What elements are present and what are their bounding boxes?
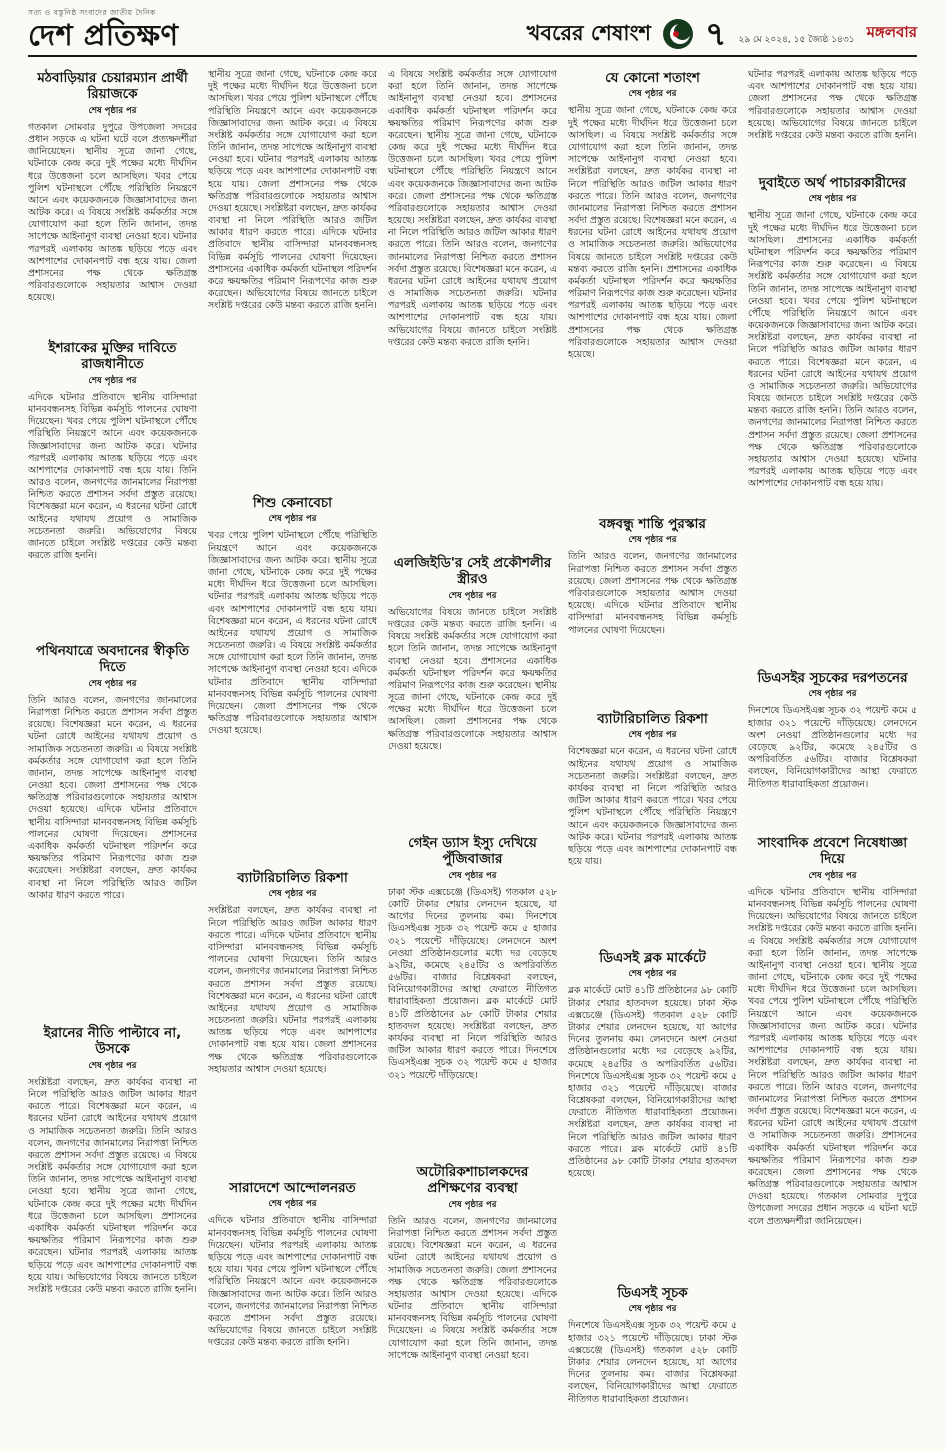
continued-from-label: শেষ পৃষ্ঠার পর [628, 535, 677, 546]
article-body: এ বিষয়ে সংশ্লিষ্ট কর্মকর্তার সঙ্গে যোগাযোগ করা হলে তিনি জানান, তদন্ত সাপেক্ষে আইনানুগ ব্যবস্থা নেওয়া হবে। প্রশাসনের একাধিক কর্মকর্তা ঘটনাস্থল পরিদর্শন করে ক্ষয়ক্ষতির পরিমাণ নিরূপণের কাজ শুরু করেছেন। স্থানীয় সূত্রে জানা গেছে, ঘটনাকে কেন্দ্র করে দুই পক্ষের মধ্যে দীর্ঘদিন ধরে উত্তেজনা চলে আসছিল। খবর পেয়ে পুলিশ ঘটনাস্থলে পৌঁছে পরিস্থিতি নিয়ন্ত্রণে আনে এবং কয়েকজনকে জিজ্ঞাসাবাদের জন্য আটক করে। জেলা প্রশাসনের পক্ষ থেকে ক্ষতিগ্রস্ত পরিবারগুলোকে সহায়তার আশ্বাস দেওয়া হয়েছে। সংশ্লিষ্টরা বলছেন, দ্রুত কার্যকর ব্যবস্থা না নিলে পরিস্থিতি আরও জটিল আকার ধারণ করতে পারে। তিনি আরও বলেন, জনগণের জানমালের নিরাপত্তা নিশ্চিত করতে প্রশাসন সর্বদা প্রস্তুত রয়েছে। বিশেষজ্ঞরা মনে করেন, এ ধরনের ঘটনা রোধে আইনের যথাযথ প্রয়োগ ও সামাজিক সচেতনতা জরুরি। ঘটনার পরপরই এলাকায় আতঙ্ক ছড়িয়ে পড়ে এবং আশপাশের দোকানপাট বন্ধ হয়ে যায়। অভিযোগের বিষয়ে জানতে চাইলে সংশ্লিষ্ট দপ্তরের কেউ মন্তব্য করতে রাজি হননি। [388, 69, 557, 348]
news-column-3 [388, 64, 557, 1429]
continued-from-label: শেষ পৃষ্ঠার পর [808, 870, 857, 881]
article [28, 637, 197, 1019]
article-headline: সাংবাদিক প্রবেশে নিষেধাজ্ঞা দিয়ে [757, 835, 908, 868]
dateline: ২৯ মে ২০২৪, ১৫ জ্যৈষ্ঠ ১৪৩১ [738, 35, 855, 45]
continued-from-label: শেষ পৃষ্ঠার পর [88, 105, 137, 116]
article [28, 1019, 197, 1427]
article-body: সংশ্লিষ্টরা বলছেন, দ্রুত কার্যকর ব্যবস্থা না নিলে পরিস্থিতি আরও জটিল আকার ধারণ করতে পারে। বিশেষজ্ঞরা মনে করেন, এ ধরনের ঘটনা রোধে আইনের যথাযথ প্রয়োগ ও সামাজিক সচেতনতা জরুরি। তিনি আরও বলেন, জনগণের জানমালের নিরাপত্তা নিশ্চিত করতে প্রশাসন সর্বদা প্রস্তুত রয়েছে। এ বিষয়ে সংশ্লিষ্ট কর্মকর্তার সঙ্গে যোগাযোগ করা হলে তিনি জানান, তদন্ত সাপেক্ষে আইনানুগ ব্যবস্থা নেওয়া হবে। স্থানীয় সূত্রে জানা গেছে, ঘটনাকে কেন্দ্র করে দুই পক্ষের মধ্যে দীর্ঘদিন ধরে উত্তেজনা চলে আসছিল। প্রশাসনের একাধিক কর্মকর্তা ঘটনাস্থল পরিদর্শন করে ক্ষয়ক্ষতির পরিমাণ নিরূপণের কাজ শুরু করেছেন। ঘটনার পরপরই এলাকায় আতঙ্ক ছড়িয়ে পড়ে এবং আশপাশের দোকানপাট বন্ধ হয়ে যায়। অভিযোগের বিষয়ে জানতে চাইলে সংশ্লিষ্ট দপ্তরের কেউ মন্তব্য করতে রাজি হননি। [28, 1076, 197, 1295]
article-body: স্থানীয় সূত্রে জানা গেছে, ঘটনাকে কেন্দ্র করে দুই পক্ষের মধ্যে দীর্ঘদিন ধরে উত্তেজনা চলে আসছিল। এ বিষয়ে সংশ্লিষ্ট কর্মকর্তার সঙ্গে যোগাযোগ করা হলে তিনি জানান, তদন্ত সাপেক্ষে আইনানুগ ব্যবস্থা নেওয়া হবে। সংশ্লিষ্টরা বলছেন, দ্রুত কার্যকর ব্যবস্থা না নিলে পরিস্থিতি আরও জটিল আকার ধারণ করতে পারে। তিনি আরও বলেন, জনগণের জানমালের নিরাপত্তা নিশ্চিত করতে প্রশাসন সর্বদা প্রস্তুত রয়েছে। বিশেষজ্ঞরা মনে করেন, এ ধরনের ঘটনা রোধে আইনের যথাযথ প্রয়োগ ও সামাজিক সচেতনতা জরুরি। অভিযোগের বিষয়ে জানতে চাইলে সংশ্লিষ্ট দপ্তরের কেউ মন্তব্য করতে রাজি হননি। প্রশাসনের একাধিক কর্মকর্তা ঘটনাস্থল পরিদর্শন করে ক্ষয়ক্ষতির পরিমাণ নিরূপণের কাজ শুরু করেছেন। ঘটনার পরপরই এলাকায় আতঙ্ক ছড়িয়ে পড়ে এবং আশপাশের দোকানপাট বন্ধ হয়ে যায়। জেলা প্রশাসনের পক্ষ থেকে ক্ষতিগ্রস্ত পরিবারগুলোকে সহায়তার আশ্বাস দেওয়া হয়েছে। [568, 105, 737, 360]
article-headline: সারাদেশে আন্দোলনরত [229, 1180, 356, 1196]
article-headline: বঙ্গবন্ধু শান্তি পুরস্কার [599, 516, 706, 532]
article-headline: দুবাইতে অর্থ পাচারকারীদের [758, 175, 907, 191]
article-body: সংশ্লিষ্টরা বলছেন, দ্রুত কার্যকর ব্যবস্থা না নিলে পরিস্থিতি আরও জটিল আকার ধারণ করতে পারে। এদিকে ঘটনার প্রতিবাদে স্থানীয় বাসিন্দারা মানববন্ধনসহ বিভিন্ন কর্মসূচি পালনের ঘোষণা দিয়েছেন। তিনি আরও বলেন, জনগণের জানমালের নিরাপত্তা নিশ্চিত করতে প্রশাসন সর্বদা প্রস্তুত রয়েছে। বিশেষজ্ঞরা মনে করেন, এ ধরনের ঘটনা রোধে আইনের যথাযথ প্রয়োগ ও সামাজিক সচেতনতা জরুরি। ঘটনার পরপরই এলাকায় আতঙ্ক ছড়িয়ে পড়ে এবং আশপাশের দোকানপাট বন্ধ হয়ে যায়। জেলা প্রশাসনের পক্ষ থেকে ক্ষতিগ্রস্ত পরিবারগুলোকে সহায়তার আশ্বাস দেওয়া হয়েছে। [208, 905, 377, 1075]
article [748, 829, 917, 1429]
continued-from-label: শেষ পৃষ্ঠার পর [268, 1199, 317, 1210]
continued-from-label: শেষ পৃষ্ঠার পর [628, 1304, 677, 1315]
article-headline: ইরানের নীতি পাল্টাবে না, উসকে [43, 1025, 182, 1058]
continued-from-label: শেষ পৃষ্ঠার পর [88, 1060, 137, 1071]
article [568, 1279, 737, 1427]
columns-area [28, 64, 917, 1429]
article-body: গতকাল সোমবার দুপুরে উপজেলা সদরের প্রধান সড়কে এ ঘটনা ঘটে বলে প্রত্যক্ষদর্শীরা জানিয়েছেন। স্থানীয় সূত্রে জানা গেছে, ঘটনাকে কেন্দ্র করে দুই পক্ষের মধ্যে দীর্ঘদিন ধরে উত্তেজনা চলে আসছিল। খবর পেয়ে পুলিশ ঘটনাস্থলে পৌঁছে পরিস্থিতি নিয়ন্ত্রণে আনে এবং কয়েকজনকে জিজ্ঞাসাবাদের জন্য আটক করে। এ বিষয়ে সংশ্লিষ্ট কর্মকর্তার সঙ্গে যোগাযোগ করা হলে তিনি জানান, তদন্ত সাপেক্ষে আইনানুগ ব্যবস্থা নেওয়া হবে। ঘটনার পরপরই এলাকায় আতঙ্ক ছড়িয়ে পড়ে এবং আশপাশের দোকানপাট বন্ধ হয়ে যায়। জেলা প্রশাসনের পক্ষ থেকে ক্ষতিগ্রস্ত পরিবারগুলোকে সহায়তার আশ্বাস দেওয়া হয়েছে। [28, 121, 197, 304]
article-headline: ব্যাটারিচালিত রিকশা [237, 870, 348, 886]
article-body: এদিকে ঘটনার প্রতিবাদে স্থানীয় বাসিন্দারা মানববন্ধনসহ বিভিন্ন কর্মসূচি পালনের ঘোষণা দিয়েছেন। ঘটনার পরপরই এলাকায় আতঙ্ক ছড়িয়ে পড়ে এবং আশপাশের দোকানপাট বন্ধ হয়ে যায়। খবর পেয়ে পুলিশ ঘটনাস্থলে পৌঁছে পরিস্থিতি নিয়ন্ত্রণে আনে এবং কয়েকজনকে জিজ্ঞাসাবাদের জন্য আটক করে। তিনি আরও বলেন, জনগণের জানমালের নিরাপত্তা নিশ্চিত করতে প্রশাসন সর্বদা প্রস্তুত রয়েছে। অভিযোগের বিষয়ে জানতে চাইলে সংশ্লিষ্ট দপ্তরের কেউ মন্তব্য করতে রাজি হননি। [208, 1215, 377, 1349]
header-right [526, 14, 917, 53]
continued-from-label: শেষ পৃষ্ঠার পর [448, 870, 497, 881]
page-number: ৭ [705, 14, 727, 53]
news-column-2 [208, 64, 377, 1429]
article-body: ঘটনার পরপরই এলাকায় আতঙ্ক ছড়িয়ে পড়ে এবং আশপাশের দোকানপাট বন্ধ হয়ে যায়। জেলা প্রশাসনের পক্ষ থেকে ক্ষতিগ্রস্ত পরিবারগুলোকে সহায়তার আশ্বাস দেওয়া হয়েছে। অভিযোগের বিষয়ে জানতে চাইলে সংশ্লিষ্ট দপ্তরের কেউ মন্তব্য করতে রাজি হননি। [748, 69, 917, 141]
continued-from-label: শেষ পৃষ্ঠার পর [268, 514, 317, 525]
article-headline: অটোরিকশাচালকদের প্রশিক্ষণের ব্যবস্থা [416, 1164, 529, 1197]
article-body: তিনি আরও বলেন, জনগণের জানমালের নিরাপত্তা নিশ্চিত করতে প্রশাসন সর্বদা প্রস্তুত রয়েছে। বিশেষজ্ঞরা মনে করেন, এ ধরনের ঘটনা রোধে আইনের যথাযথ প্রয়োগ ও সামাজিক সচেতনতা জরুরি। জেলা প্রশাসনের পক্ষ থেকে ক্ষতিগ্রস্ত পরিবারগুলোকে সহায়তার আশ্বাস দেওয়া হয়েছে। এদিকে ঘটনার প্রতিবাদে স্থানীয় বাসিন্দারা মানববন্ধনসহ বিভিন্ন কর্মসূচি পালনের ঘোষণা দিয়েছেন। এ বিষয়ে সংশ্লিষ্ট কর্মকর্তার সঙ্গে যোগাযোগ করা হলে তিনি জানান, তদন্ত সাপেক্ষে আইনানুগ ব্যবস্থা নেওয়া হবে। [388, 1215, 557, 1361]
masthead [28, 8, 179, 50]
continued-from-label: শেষ পৃষ্ঠার পর [808, 194, 857, 205]
article-headline: যে কোনো শতাংশ [605, 70, 700, 86]
masthead-tagline: সত্য ও বস্তুনিষ্ঠ সংবাদের জাতীয় দৈনিক [28, 8, 156, 17]
article-body: এদিকে ঘটনার প্রতিবাদে স্থানীয় বাসিন্দারা মানববন্ধনসহ বিভিন্ন কর্মসূচি পালনের ঘোষণা দিয়েছেন। অভিযোগের বিষয়ে জানতে চাইলে সংশ্লিষ্ট দপ্তরের কেউ মন্তব্য করতে রাজি হননি। এ বিষয়ে সংশ্লিষ্ট কর্মকর্তার সঙ্গে যোগাযোগ করা হলে তিনি জানান, তদন্ত সাপেক্ষে আইনানুগ ব্যবস্থা নেওয়া হবে। স্থানীয় সূত্রে জানা গেছে, ঘটনাকে কেন্দ্র করে দুই পক্ষের মধ্যে দীর্ঘদিন ধরে উত্তেজনা চলে আসছিল। খবর পেয়ে পুলিশ ঘটনাস্থলে পৌঁছে পরিস্থিতি নিয়ন্ত্রণে আনে এবং কয়েকজনকে জিজ্ঞাসাবাদের জন্য আটক করে। ঘটনার পরপরই এলাকায় আতঙ্ক ছড়িয়ে পড়ে এবং আশপাশের দোকানপাট বন্ধ হয়ে যায়। সংশ্লিষ্টরা বলছেন, দ্রুত কার্যকর ব্যবস্থা না নিলে পরিস্থিতি আরও জটিল আকার ধারণ করতে পারে। তিনি আরও বলেন, জনগণের জানমালের নিরাপত্তা নিশ্চিত করতে প্রশাসন সর্বদা প্রস্তুত রয়েছে। বিশেষজ্ঞরা মনে করেন, এ ধরনের ঘটনা রোধে আইনের যথাযথ প্রয়োগ ও সামাজিক সচেতনতা জরুরি। প্রশাসনের একাধিক কর্মকর্তা ঘটনাস্থল পরিদর্শন করে ক্ষয়ক্ষতির পরিমাণ নিরূপণের কাজ শুরু করেছেন। জেলা প্রশাসনের পক্ষ থেকে ক্ষতিগ্রস্ত পরিবারগুলোকে সহায়তার আশ্বাস দেওয়া হয়েছে। গতকাল সোমবার দুপুরে উপজেলা সদরের প্রধান সড়কে এ ঘটনা ঘটে বলে প্রত্যক্ষদর্শীরা জানিয়েছেন। [748, 886, 917, 1227]
continued-from-label: শেষ পৃষ্ঠার পর [448, 1199, 497, 1210]
article-body: দিনশেষে ডিএসইএক্স সূচক ৩২ পয়েন্ট কমে ৫ হাজার ৩২১ পয়েন্টে দাঁড়িয়েছে। লেনদেনে অংশ নেওয়া প্রতিষ্ঠানগুলোর মধ্যে দর বেড়েছে ৯২টির, কমেছে ২৪৫টির ও অপরিবর্তিত ৫৬টির। বাজার বিশ্লেষকরা বলছেন, বিনিয়োগকারীদের আস্থা ফেরাতে নীতিগত ধারাবাহিকতা প্রয়োজন। [748, 705, 917, 790]
article [568, 705, 737, 944]
article-headline: ব্যাটারিচালিত রিকশা [597, 711, 708, 727]
article-headline: মঠবাড়িয়ার চেয়ারম্যান প্রার্থী রিয়াজকে [37, 70, 188, 103]
article-headline: ডিএসই ব্লক মার্কেটে [599, 950, 706, 966]
article-headline: ডিএসই সূচক [617, 1285, 688, 1301]
news-column-4 [568, 64, 737, 1429]
article-body: ঢাকা স্টক এক্সচেঞ্জে (ডিএসই) গতকাল ৫২৮ কোটি টাকার শেয়ার লেনদেন হয়েছে, যা আগের দিনের তুলনায় কম। দিনশেষে ডিএসইএক্স সূচক ৩২ পয়েন্ট কমে ৫ হাজার ৩২১ পয়েন্টে দাঁড়িয়েছে। লেনদেনে অংশ নেওয়া প্রতিষ্ঠানগুলোর মধ্যে দর বেড়েছে ৯২টির, কমেছে ২৪৫টির ও অপরিবর্তিত ৫৬টির। বাজার বিশ্লেষকরা বলছেন, বিনিয়োগকারীদের আস্থা ফেরাতে নীতিগত ধারাবাহিকতা প্রয়োজন। ব্লক মার্কেটে মোট ৪১টি প্রতিষ্ঠানের ৯৮ কোটি টাকার শেয়ার হাতবদল হয়েছে। সংশ্লিষ্টরা বলছেন, দ্রুত কার্যকর ব্যবস্থা না নিলে পরিস্থিতি আরও জটিল আকার ধারণ করতে পারে। দিনশেষে ডিএসইএক্স সূচক ৩২ পয়েন্ট কমে ৫ হাজার ৩২১ পয়েন্টে দাঁড়িয়েছে। [388, 886, 557, 1081]
article-headline: ডিএসইর সূচকের দরপতনের [757, 670, 908, 686]
article-body: ব্লক মার্কেটে মোট ৪১টি প্রতিষ্ঠানের ৯৮ কোটি টাকার শেয়ার হাতবদল হয়েছে। ঢাকা স্টক এক্সচেঞ্জে (ডিএসই) গতকাল ৫২৮ কোটি টাকার শেয়ার লেনদেন হয়েছে, যা আগের দিনের তুলনায় কম। লেনদেনে অংশ নেওয়া প্রতিষ্ঠানগুলোর মধ্যে দর বেড়েছে ৯২টির, কমেছে ২৪৫টির ও অপরিবর্তিত ৫৬টির। দিনশেষে ডিএসইএক্স সূচক ৩২ পয়েন্ট কমে ৫ হাজার ৩২১ পয়েন্টে দাঁড়িয়েছে। বাজার বিশ্লেষকরা বলছেন, বিনিয়োগকারীদের আস্থা ফেরাতে নীতিগত ধারাবাহিকতা প্রয়োজন। সংশ্লিষ্টরা বলছেন, দ্রুত কার্যকর ব্যবস্থা না নিলে পরিস্থিতি আরও জটিল আকার ধারণ করতে পারে। ব্লক মার্কেটে মোট ৪১টি প্রতিষ্ঠানের ৯৮ কোটি টাকার শেয়ার হাতবদল হয়েছে। [568, 985, 737, 1180]
article-body: তিনি আরও বলেন, জনগণের জানমালের নিরাপত্তা নিশ্চিত করতে প্রশাসন সর্বদা প্রস্তুত রয়েছে। বিশেষজ্ঞরা মনে করেন, এ ধরনের ঘটনা রোধে আইনের যথাযথ প্রয়োগ ও সামাজিক সচেতনতা জরুরি। এ বিষয়ে সংশ্লিষ্ট কর্মকর্তার সঙ্গে যোগাযোগ করা হলে তিনি জানান, তদন্ত সাপেক্ষে আইনানুগ ব্যবস্থা নেওয়া হবে। জেলা প্রশাসনের পক্ষ থেকে ক্ষতিগ্রস্ত পরিবারগুলোকে সহায়তার আশ্বাস দেওয়া হয়েছে। এদিকে ঘটনার প্রতিবাদে স্থানীয় বাসিন্দারা মানববন্ধনসহ বিভিন্ন কর্মসূচি পালনের ঘোষণা দিয়েছেন। প্রশাসনের একাধিক কর্মকর্তা ঘটনাস্থল পরিদর্শন করে ক্ষয়ক্ষতির পরিমাণ নিরূপণের কাজ শুরু করেছেন। সংশ্লিষ্টরা বলছেন, দ্রুত কার্যকর ব্যবস্থা না নিলে পরিস্থিতি আরও জটিল আকার ধারণ করতে পারে। [28, 694, 197, 901]
article-headline: এলজিইডি'র সেই প্রকৌশলীর স্ত্রীরও [393, 555, 552, 588]
section-title: খবরের শেষাংশ [526, 21, 651, 45]
paper-name: দেশ প্রতিক্ষণ [28, 18, 179, 52]
day-label: মঙ্গলবার [866, 23, 917, 41]
article-headline: ইশরাকের মুক্তির দাবিতে রাজধানীতে [48, 340, 177, 373]
article [28, 64, 197, 334]
article [748, 169, 917, 664]
article-body: স্থানীয় সূত্রে জানা গেছে, ঘটনাকে কেন্দ্র করে দুই পক্ষের মধ্যে দীর্ঘদিন ধরে উত্তেজনা চলে আসছিল। প্রশাসনের একাধিক কর্মকর্তা ঘটনাস্থল পরিদর্শন করে ক্ষয়ক্ষতির পরিমাণ নিরূপণের কাজ শুরু করেছেন। এ বিষয়ে সংশ্লিষ্ট কর্মকর্তার সঙ্গে যোগাযোগ করা হলে তিনি জানান, তদন্ত সাপেক্ষে আইনানুগ ব্যবস্থা নেওয়া হবে। খবর পেয়ে পুলিশ ঘটনাস্থলে পৌঁছে পরিস্থিতি নিয়ন্ত্রণে আনে এবং কয়েকজনকে জিজ্ঞাসাবাদের জন্য আটক করে। সংশ্লিষ্টরা বলছেন, দ্রুত কার্যকর ব্যবস্থা না নিলে পরিস্থিতি আরও জটিল আকার ধারণ করতে পারে। বিশেষজ্ঞরা মনে করেন, এ ধরনের ঘটনা রোধে আইনের যথাযথ প্রয়োগ ও সামাজিক সচেতনতা জরুরি। অভিযোগের বিষয়ে জানতে চাইলে সংশ্লিষ্ট দপ্তরের কেউ মন্তব্য করতে রাজি হননি। তিনি আরও বলেন, জনগণের জানমালের নিরাপত্তা নিশ্চিত করতে প্রশাসন সর্বদা প্রস্তুত রয়েছে। জেলা প্রশাসনের পক্ষ থেকে ক্ষতিগ্রস্ত পরিবারগুলোকে সহায়তার আশ্বাস দেওয়া হয়েছে। ঘটনার পরপরই এলাকায় আতঙ্ক ছড়িয়ে পড়ে এবং আশপাশের দোকানপাট বন্ধ হয়ে যায়। [748, 210, 917, 490]
continued-from-label: শেষ পৃষ্ঠার পর [268, 889, 317, 900]
logo-dot-icon [673, 31, 679, 37]
article [748, 664, 917, 829]
article-headline: শিশু কেনাবেচা [252, 495, 333, 511]
article [208, 489, 377, 864]
article [388, 549, 557, 829]
article-continuation [208, 64, 377, 489]
article-body: স্থানীয় সূত্রে জানা গেছে, ঘটনাকে কেন্দ্র করে দুই পক্ষের মধ্যে দীর্ঘদিন ধরে উত্তেজনা চলে আসছিল। খবর পেয়ে পুলিশ ঘটনাস্থলে পৌঁছে পরিস্থিতি নিয়ন্ত্রণে আনে এবং কয়েকজনকে জিজ্ঞাসাবাদের জন্য আটক করে। এ বিষয়ে সংশ্লিষ্ট কর্মকর্তার সঙ্গে যোগাযোগ করা হলে তিনি জানান, তদন্ত সাপেক্ষে আইনানুগ ব্যবস্থা নেওয়া হবে। ঘটনার পরপরই এলাকায় আতঙ্ক ছড়িয়ে পড়ে এবং আশপাশের দোকানপাট বন্ধ হয়ে যায়। জেলা প্রশাসনের পক্ষ থেকে ক্ষতিগ্রস্ত পরিবারগুলোকে সহায়তার আশ্বাস দেওয়া হয়েছে। সংশ্লিষ্টরা বলছেন, দ্রুত কার্যকর ব্যবস্থা না নিলে পরিস্থিতি আরও জটিল আকার ধারণ করতে পারে। এদিকে ঘটনার প্রতিবাদে স্থানীয় বাসিন্দারা মানববন্ধনসহ বিভিন্ন কর্মসূচি পালনের ঘোষণা দিয়েছেন। প্রশাসনের একাধিক কর্মকর্তা ঘটনাস্থল পরিদর্শন করে ক্ষয়ক্ষতির পরিমাণ নিরূপণের কাজ শুরু করেছেন। অভিযোগের বিষয়ে জানতে চাইলে সংশ্লিষ্ট দপ্তরের কেউ মন্তব্য করতে রাজি হননি। [208, 69, 377, 312]
continued-from-label: শেষ পৃষ্ঠার পর [88, 678, 137, 689]
article [568, 944, 737, 1279]
article [568, 510, 737, 705]
continued-from-label: শেষ পৃষ্ঠার পর [808, 689, 857, 700]
article-body: খবর পেয়ে পুলিশ ঘটনাস্থলে পৌঁছে পরিস্থিতি নিয়ন্ত্রণে আনে এবং কয়েকজনকে জিজ্ঞাসাবাদের জন্য আটক করে। স্থানীয় সূত্রে জানা গেছে, ঘটনাকে কেন্দ্র করে দুই পক্ষের মধ্যে দীর্ঘদিন ধরে উত্তেজনা চলে আসছিল। ঘটনার পরপরই এলাকায় আতঙ্ক ছড়িয়ে পড়ে এবং আশপাশের দোকানপাট বন্ধ হয়ে যায়। বিশেষজ্ঞরা মনে করেন, এ ধরনের ঘটনা রোধে আইনের যথাযথ প্রয়োগ ও সামাজিক সচেতনতা জরুরি। এ বিষয়ে সংশ্লিষ্ট কর্মকর্তার সঙ্গে যোগাযোগ করা হলে তিনি জানান, তদন্ত সাপেক্ষে আইনানুগ ব্যবস্থা নেওয়া হবে। এদিকে ঘটনার প্রতিবাদে স্থানীয় বাসিন্দারা মানববন্ধনসহ বিভিন্ন কর্মসূচি পালনের ঘোষণা দিয়েছেন। জেলা প্রশাসনের পক্ষ থেকে ক্ষতিগ্রস্ত পরিবারগুলোকে সহায়তার আশ্বাস দেওয়া হয়েছে। [208, 530, 377, 737]
page-header [28, 8, 917, 57]
article [208, 864, 377, 1174]
paper-logo-icon [663, 19, 693, 49]
continued-from-label: শেষ পৃষ্ঠার পর [88, 375, 137, 386]
article [388, 1158, 557, 1429]
article-headline: পথিনযাত্রে অবদানের স্বীকৃতি দিতে [36, 643, 189, 676]
article [388, 829, 557, 1158]
continued-from-label: শেষ পৃষ্ঠার পর [628, 89, 677, 100]
article [568, 64, 737, 510]
continued-from-label: শেষ পৃষ্ঠার পর [628, 730, 677, 741]
continued-from-label: শেষ পৃষ্ঠার পর [628, 969, 677, 980]
article-body: দিনশেষে ডিএসইএক্স সূচক ৩২ পয়েন্ট কমে ৫ হাজার ৩২১ পয়েন্টে দাঁড়িয়েছে। ঢাকা স্টক এক্সচেঞ্জে (ডিএসই) গতকাল ৫২৮ কোটি টাকার শেয়ার লেনদেন হয়েছে, যা আগের দিনের তুলনায় কম। বাজার বিশ্লেষকরা বলছেন, বিনিয়োগকারীদের আস্থা ফেরাতে নীতিগত ধারাবাহিকতা প্রয়োজন। [568, 1320, 737, 1405]
article-continuation [388, 64, 557, 549]
article [208, 1174, 377, 1429]
article-body: তিনি আরও বলেন, জনগণের জানমালের নিরাপত্তা নিশ্চিত করতে প্রশাসন সর্বদা প্রস্তুত রয়েছে। জেলা প্রশাসনের পক্ষ থেকে ক্ষতিগ্রস্ত পরিবারগুলোকে সহায়তার আশ্বাস দেওয়া হয়েছে। এদিকে ঘটনার প্রতিবাদে স্থানীয় বাসিন্দারা মানববন্ধনসহ বিভিন্ন কর্মসূচি পালনের ঘোষণা দিয়েছেন। [568, 551, 737, 636]
continued-from-label: শেষ পৃষ্ঠার পর [448, 590, 497, 601]
article-continuation [748, 64, 917, 169]
article-body: বিশেষজ্ঞরা মনে করেন, এ ধরনের ঘটনা রোধে আইনের যথাযথ প্রয়োগ ও সামাজিক সচেতনতা জরুরি। সংশ্লিষ্টরা বলছেন, দ্রুত কার্যকর ব্যবস্থা না নিলে পরিস্থিতি আরও জটিল আকার ধারণ করতে পারে। খবর পেয়ে পুলিশ ঘটনাস্থলে পৌঁছে পরিস্থিতি নিয়ন্ত্রণে আনে এবং কয়েকজনকে জিজ্ঞাসাবাদের জন্য আটক করে। ঘটনার পরপরই এলাকায় আতঙ্ক ছড়িয়ে পড়ে এবং আশপাশের দোকানপাট বন্ধ হয়ে যায়। [568, 746, 737, 868]
news-column-5 [748, 64, 917, 1429]
article-body: অভিযোগের বিষয়ে জানতে চাইলে সংশ্লিষ্ট দপ্তরের কেউ মন্তব্য করতে রাজি হননি। এ বিষয়ে সংশ্লিষ্ট কর্মকর্তার সঙ্গে যোগাযোগ করা হলে তিনি জানান, তদন্ত সাপেক্ষে আইনানুগ ব্যবস্থা নেওয়া হবে। প্রশাসনের একাধিক কর্মকর্তা ঘটনাস্থল পরিদর্শন করে ক্ষয়ক্ষতির পরিমাণ নিরূপণের কাজ শুরু করেছেন। স্থানীয় সূত্রে জানা গেছে, ঘটনাকে কেন্দ্র করে দুই পক্ষের মধ্যে দীর্ঘদিন ধরে উত্তেজনা চলে আসছিল। জেলা প্রশাসনের পক্ষ থেকে ক্ষতিগ্রস্ত পরিবারগুলোকে সহায়তার আশ্বাস দেওয়া হয়েছে। [388, 606, 557, 752]
article-body: এদিকে ঘটনার প্রতিবাদে স্থানীয় বাসিন্দারা মানববন্ধনসহ বিভিন্ন কর্মসূচি পালনের ঘোষণা দিয়েছেন। খবর পেয়ে পুলিশ ঘটনাস্থলে পৌঁছে পরিস্থিতি নিয়ন্ত্রণে আনে এবং কয়েকজনকে জিজ্ঞাসাবাদের জন্য আটক করে। ঘটনার পরপরই এলাকায় আতঙ্ক ছড়িয়ে পড়ে এবং আশপাশের দোকানপাট বন্ধ হয়ে যায়। তিনি আরও বলেন, জনগণের জানমালের নিরাপত্তা নিশ্চিত করতে প্রশাসন সর্বদা প্রস্তুত রয়েছে। বিশেষজ্ঞরা মনে করেন, এ ধরনের ঘটনা রোধে আইনের যথাযথ প্রয়োগ ও সামাজিক সচেতনতা জরুরি। অভিযোগের বিষয়ে জানতে চাইলে সংশ্লিষ্ট দপ্তরের কেউ মন্তব্য করতে রাজি হননি। [28, 391, 197, 562]
article-headline: গেইন ড্যাস ইস্যু দেখিয়ে পুঁজিবাজার [408, 835, 537, 868]
news-column-1 [28, 64, 197, 1429]
article [28, 334, 197, 637]
